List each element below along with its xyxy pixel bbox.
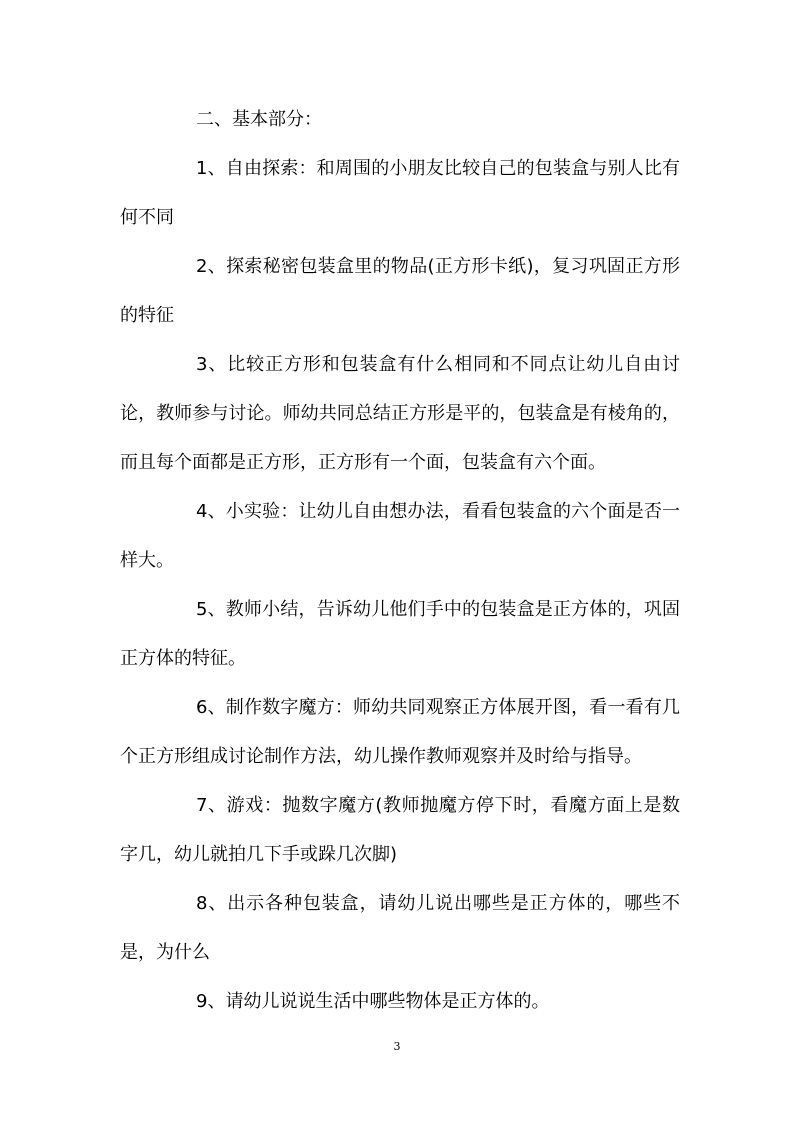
paragraph-2: 2、探索秘密包装盒里的物品(正方形卡纸)，复习巩固正方形的特征 — [120, 256, 680, 326]
paragraph-5: 5、教师小结，告诉幼儿他们手中的包装盒是正方体的，巩固正方体的特征。 — [120, 599, 680, 669]
paragraph-3: 3、比较正方形和包装盒有什么相同和不同点让幼儿自由讨论，教师参与讨论。师幼共同总结正方形是平的，包装盒是有棱角的，而且每个面都是正方形，正方形有一个面，包装盒有六个面。 — [120, 354, 680, 473]
paragraph-7: 7、游戏：抛数字魔方(教师抛魔方停下时，看魔方面上是数字几，幼儿就拍几下手或跺几次脚) — [120, 795, 680, 865]
document-body — [120, 95, 680, 1026]
paragraph-1: 1、自由探索：和周围的小朋友比较自己的包装盒与别人比有何不同 — [120, 158, 680, 228]
paragraph-9: 9、请幼儿说说生活中哪些物体是正方体的。 — [196, 991, 550, 1012]
page-number: 3 — [393, 1040, 401, 1053]
section-heading: 二、基本部分： — [196, 109, 322, 130]
paragraph-6: 6、制作数字魔方：师幼共同观察正方体展开图，看一看有几个正方形组成讨论制作方法，幼儿操作教师观察并及时给与指导。 — [120, 697, 680, 767]
paragraph-4: 4、小实验：让幼儿自由想办法，看看包装盒的六个面是否一样大。 — [120, 501, 680, 571]
paragraph-8: 8、出示各种包装盒，请幼儿说出哪些是正方体的，哪些不是，为什么 — [120, 893, 680, 963]
